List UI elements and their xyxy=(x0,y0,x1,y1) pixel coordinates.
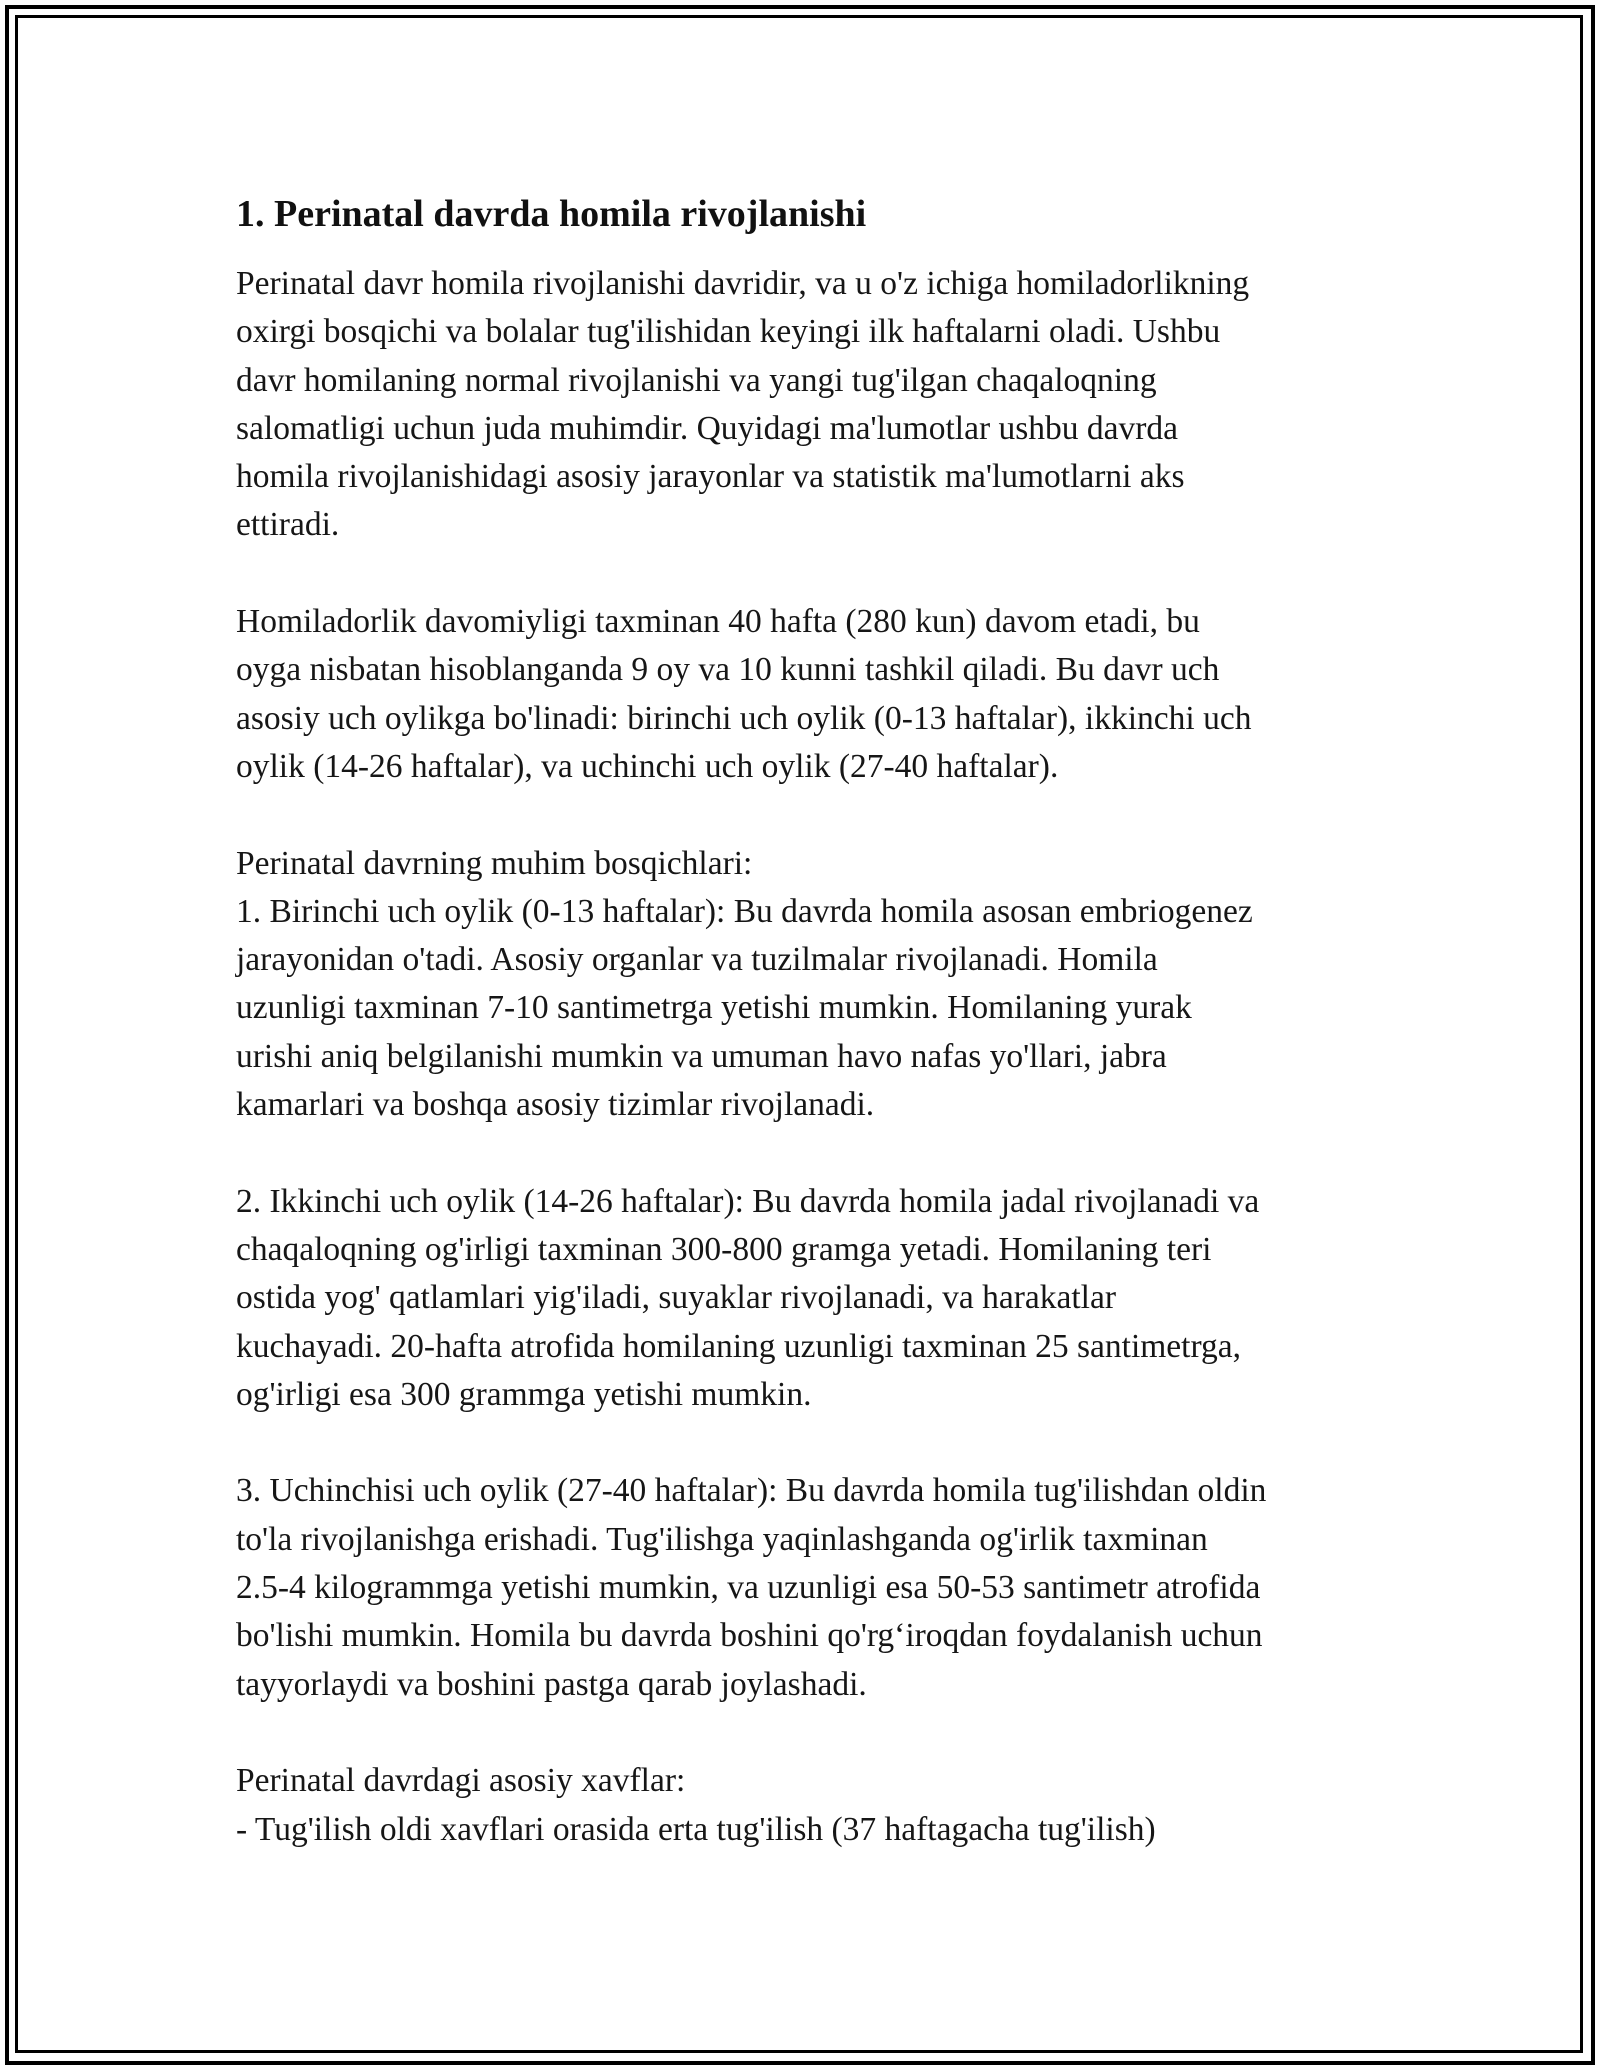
paragraph-gap xyxy=(236,1709,1386,1757)
paragraph-duration: Homiladorlik davomiyligi taxminan 40 hafta (280 kun) davom etadi, bu oyga nisbatan hisoblanganda 9 oy va 10 kunni tashkil qiladi. Bu davr uch asosiy uch oylikga bo'linadi: birinchi uch oylik (0-13 haftalar), ikkinchi uch oylik (14-26 haftalar), va uchinchi uch oylik (27-40 haftalar). xyxy=(236,603,1252,785)
paragraph-gap xyxy=(236,791,1386,839)
paragraph-intro: Perinatal davr homila rivojlanishi davridir, va u o'z ichiga homiladorlikning oxirgi bosqichi va bolalar tug'ilishidan keyingi ilk haftalarni oladi. Ushbu davr homilaning normal rivojlanishi va yangi tug'ilgan chaqaloqning salomatligi uchun juda muhimdir. Quyidagi ma'lumotlar ushbu davrda homila rivojlanishidagi asosiy jarayonlar va statistik ma'lumotlarni aks ettiradi. xyxy=(236,265,1250,544)
paragraph-gap xyxy=(236,1129,1386,1177)
paragraph-risks: Perinatal davrdagi asosiy xavflar: - Tug'ilish oldi xavflari orasida erta tug'ilish (37 haftagacha tug'ilish) xyxy=(236,1762,1156,1848)
paragraph-gap xyxy=(236,1419,1386,1467)
paragraph-first-trimester: Perinatal davrning muhim bosqichlari: 1. Birinchi uch oylik (0-13 haftalar): Bu davrda homila asosan embriogenez jarayonidan o'tadi. Asosiy organlar va tuzilmalar rivojlanadi. Homila uzunligi taxminan 7-10 santimetrga yetishi mumkin. Homilaning yurak urishi aniq belgilanishi mumkin va umuman havo nafas yo'llari, jabra kamarlari va boshqa asosiy tizimlar rivojlanadi. xyxy=(236,844,1253,1124)
paragraph-gap xyxy=(236,550,1386,598)
paragraph-second-trimester: 2. Ikkinchi uch oylik (14-26 haftalar): Bu davrda homila jadal rivojlanadi va chaqaloqning og'irligi taxminan 300-800 gramga yetadi. Homilaning teri ostida yog' qatlamlari yig'iladi, suyaklar rivojlanadi, va harakatlar kuchayadi. 20-hafta atrofida homilaning uzunligi taxminan 25 santimetrga, og'irligi esa 300 grammga yetishi mumkin. xyxy=(236,1182,1260,1413)
section-heading: 1. Perinatal davrda homila rivojlanishi xyxy=(236,193,867,235)
paragraph-third-trimester: 3. Uchinchisi uch oylik (27-40 haftalar): Bu davrda homila tug'ilishdan oldin to'la rivojlanishga erishadi. Tug'ilishga yaqinlashganda og'irlik taxminan 2.5-4 kilogrammga yetishi mumkin, va uzunligi esa 50-53 santimetr atrofida bo'lishi mumkin. Homila bu davrda boshini qo'rg‘iroqdan foydalanish uchun tayyorlaydi va boshini pastga qarab joylashadi. xyxy=(236,1472,1267,1703)
document-body xyxy=(236,186,1386,1854)
